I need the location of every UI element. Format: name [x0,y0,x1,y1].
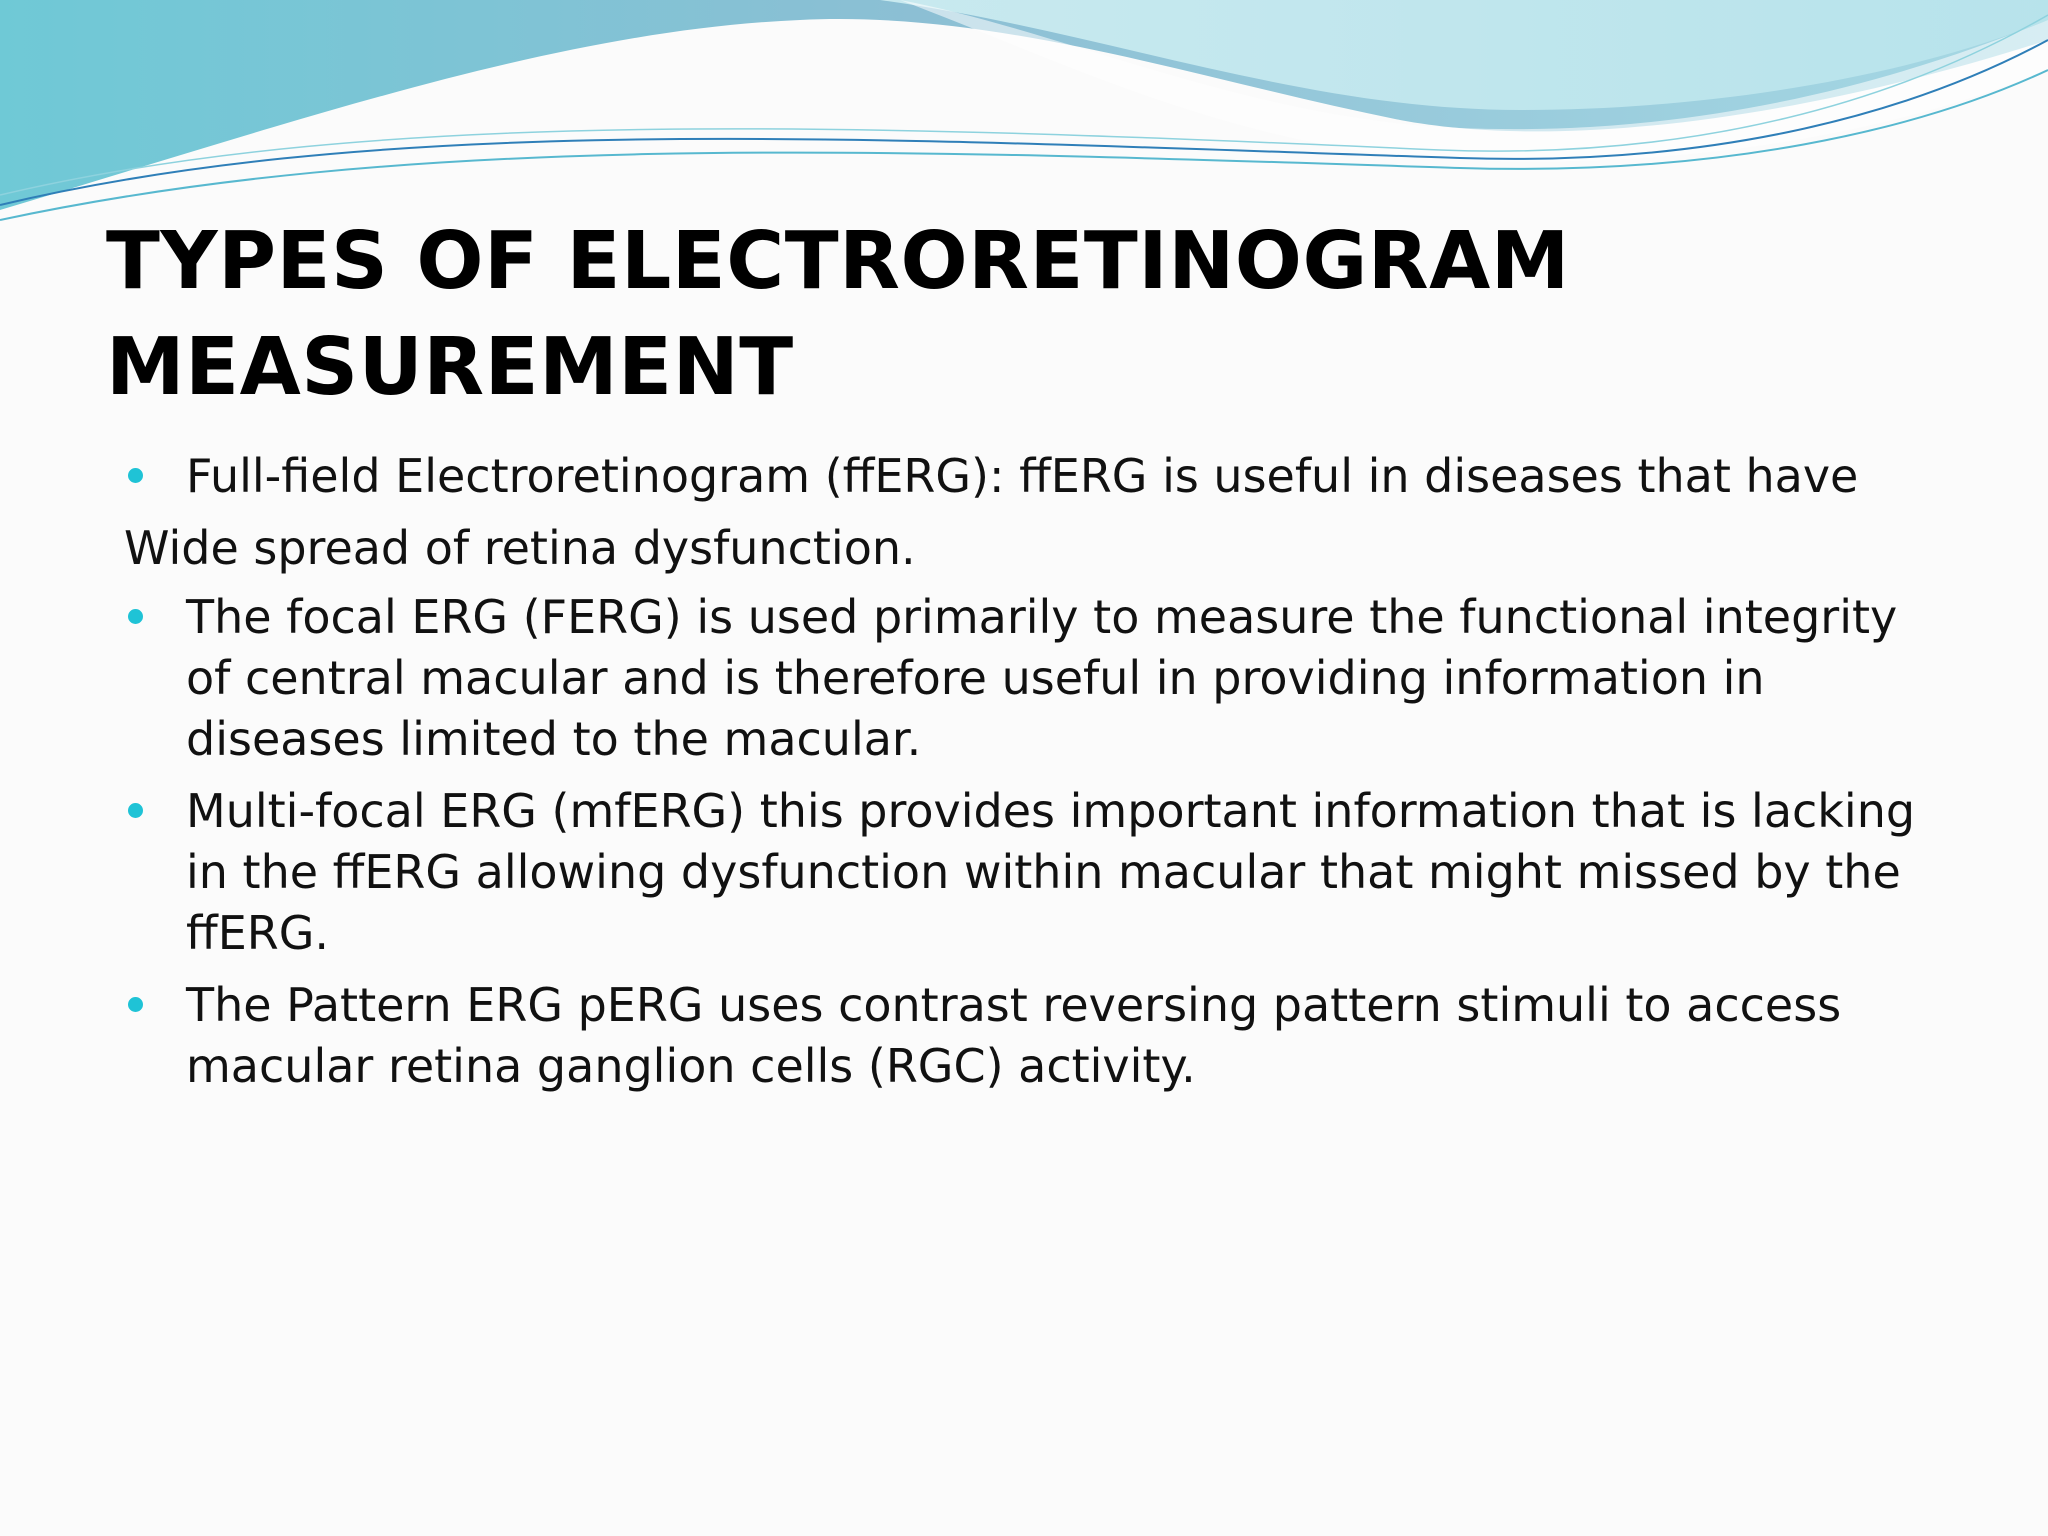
bullet-text: The Pattern ERG pERG uses contrast reversing pattern stimuli to access macular retina ganglion cells (RGC) activity. [186,978,1842,1093]
title-line-2: MEASUREMENT [106,321,794,413]
bullet-dot [128,468,143,483]
bullet-dot [128,609,143,624]
bullet-text: The focal ERG (FERG) is used primarily to measure the functional integrity of central macular and is therefore useful in providing information in diseases limited to the macular. [186,590,1898,766]
bullet-item-mfERG [124,781,1924,964]
bullet-item-ffERG [124,446,1924,507]
bullet-list [124,446,1924,1108]
header-wave-decoration [0,0,2048,240]
bullet-text: Full-field Electroretinogram (ffERG): ffERG is useful in diseases that have [186,449,1859,503]
bullet-dot [128,803,143,818]
bullet-item-pERG [124,975,1924,1097]
bullet-text: Multi-focal ERG (mfERG) this provides important information that is lacking in the ffERG allowing dysfunction within macular that might missed by the ffERG. [186,784,1916,960]
slide-title [106,208,1966,420]
title-line-1: TYPES OF ELECTRORETINOGRAM [106,215,1570,307]
bullet-continuation: Wide spread of retina dysfunction. [124,521,916,575]
bullet-item-FERG [124,587,1924,770]
bullet-dot [128,997,143,1012]
